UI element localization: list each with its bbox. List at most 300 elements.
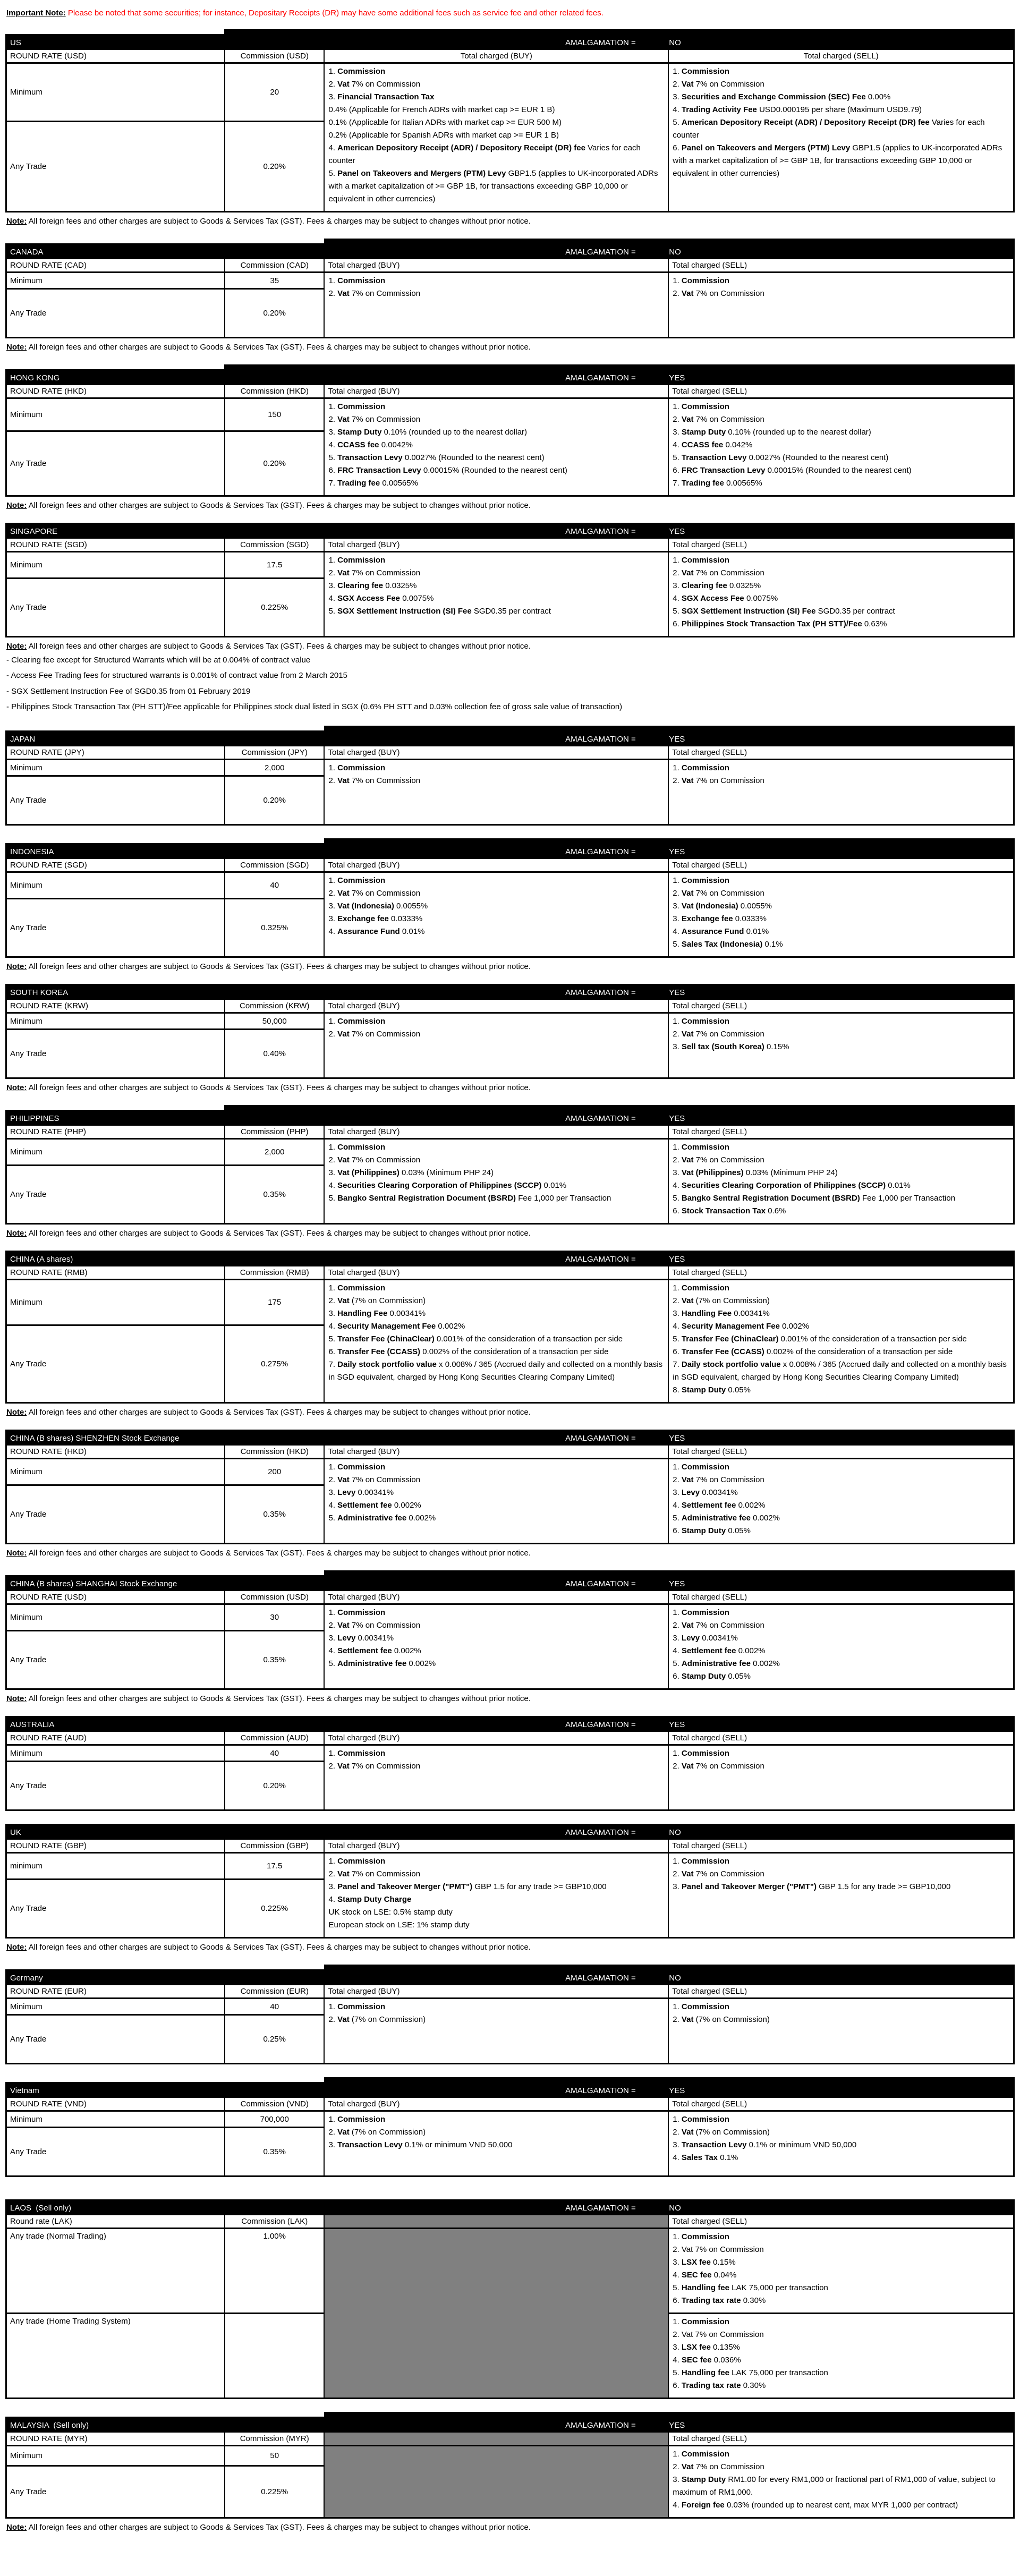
- fee-item: 1. Commission: [328, 556, 386, 565]
- buy-header: [325, 2215, 669, 2229]
- fee-item: 4. Settlement fee 0.002%: [328, 1501, 421, 1510]
- fee-item: 1. Commission: [328, 876, 386, 885]
- gst-note: [6, 1229, 1015, 1238]
- fee-table-canada: [5, 243, 1015, 338]
- fee-item: 3. Panel and Takeover Merger ("PMT") GBP 1.5 for any trade >= GBP10,000: [328, 1882, 607, 1891]
- fee-item: 3. Transaction Levy 0.1% or minimum VND 50,000: [673, 2140, 857, 2149]
- commission-header: Commission (GBP): [225, 1840, 325, 1854]
- fee-item: 1. Commission: [328, 1017, 386, 1026]
- buy-header: Total charged (BUY): [325, 746, 669, 760]
- row-label: Minimum: [7, 399, 225, 432]
- market-section-indonesia: [5, 838, 1015, 971]
- fee-item: 3. Financial Transaction Tax: [328, 92, 435, 101]
- commission-value: 40: [225, 1999, 325, 2016]
- gst-note: [6, 642, 1015, 651]
- fee-table-hong-kong: [5, 369, 1015, 497]
- table-title-bar: [7, 1825, 1013, 1840]
- fee-item: 6. Trading tax rate 0.30%: [673, 2296, 766, 2305]
- fee-item: 2. Vat 7% on Commission: [328, 289, 421, 298]
- important-note-label: Important Note:: [6, 8, 66, 18]
- fee-item: 4. SEC fee 0.04%: [673, 2271, 737, 2280]
- extra-note: - SGX Settlement Instruction Fee of SGD0.35 from 01 February 2019: [6, 686, 251, 696]
- amalgamation-value: YES: [669, 1434, 685, 1443]
- fee-item: 1. Commission: [673, 1749, 729, 1758]
- fee-item: 1. Commission: [673, 1283, 729, 1293]
- titlebar-step-black: [224, 364, 1015, 369]
- row-label: Minimum: [7, 1999, 225, 2016]
- fee-grid: [7, 539, 1013, 636]
- gst-note: [6, 217, 1015, 226]
- gst-note-label: Note:: [6, 1694, 27, 1703]
- market-tables: [5, 29, 1015, 2532]
- fee-item: 1. Commission: [673, 1857, 729, 1866]
- row-label: Minimum: [7, 1014, 225, 1030]
- commission-value: [225, 2314, 325, 2398]
- row-label: Minimum: [7, 2112, 225, 2128]
- amalgamation-label: AMALGAMATION =: [565, 248, 636, 257]
- fee-item: 1. Commission: [673, 402, 729, 411]
- amalgamation-value: YES: [669, 1114, 685, 1123]
- commission-value: 1.00%: [225, 2229, 325, 2314]
- commission-header: Commission (CAD): [225, 259, 325, 273]
- buy-list: [325, 1605, 669, 1688]
- fee-table-south-korea: [5, 984, 1015, 1079]
- fee-item: 1. Commission: [673, 2450, 729, 2459]
- commission-value: 0.35%: [225, 2128, 325, 2175]
- fee-item: 2. Vat 7% on Commission: [673, 1762, 764, 1771]
- fee-table-laos-sell-only: [5, 2199, 1015, 2399]
- table-title-bar: [7, 1718, 1013, 1732]
- sell-header: Total charged (SELL): [669, 385, 1013, 399]
- commission-value: 0.20%: [225, 777, 325, 824]
- titlebar-step: [5, 1965, 1015, 1969]
- gst-note: [6, 343, 1015, 352]
- titlebar-step: [5, 1570, 1015, 1575]
- fee-item: 2. Vat (7% on Commission): [673, 2128, 770, 2137]
- fee-item: 5. SGX Settlement Instruction (SI) Fee SGD0.35 per contract: [673, 607, 895, 616]
- fee-item: 1. Commission: [673, 556, 729, 565]
- sell-header: Total charged (SELL): [669, 859, 1013, 873]
- commission-value: 2,000: [225, 1140, 325, 1166]
- row-label: Minimum: [7, 1746, 225, 1762]
- fee-item: 4. Settlement fee 0.002%: [673, 1646, 766, 1655]
- fee-item: 4. Stamp Duty Charge: [328, 1895, 412, 1904]
- amalgamation-label: AMALGAMATION =: [565, 847, 636, 856]
- gst-note-label: Note:: [6, 217, 27, 226]
- titlebar-step: [5, 364, 1015, 369]
- amalgamation-value: YES: [669, 1720, 685, 1729]
- fee-grid: [7, 1591, 1013, 1688]
- fee-item: 1. Commission: [673, 2232, 729, 2241]
- market-section-germany: [5, 1965, 1015, 2064]
- fee-item: 3. Transaction Levy 0.1% or minimum VND 50,000: [328, 2140, 513, 2149]
- fee-item: 2. Vat 7% on Commission: [328, 80, 421, 89]
- table-title-bar: [7, 2201, 1013, 2215]
- fee-item: 1. Commission: [673, 763, 729, 772]
- buy-list: [325, 1854, 669, 1937]
- amalgamation-label: AMALGAMATION =: [565, 2204, 636, 2213]
- row-label: Minimum: [7, 1605, 225, 1631]
- fee-grid: [7, 2215, 1013, 2398]
- table-title-bar: [7, 845, 1013, 859]
- fee-item: 4. Assurance Fund 0.01%: [328, 927, 425, 936]
- buy-header: Total charged (BUY): [325, 1266, 669, 1280]
- fee-item: 2. Vat (7% on Commission): [673, 1296, 770, 1305]
- gst-note: [6, 1694, 1015, 1703]
- fee-item: 5. Panel on Takeovers and Mergers (PTM) Levy GBP1.5 (applies to UK-incorporated ADRs with a market capitalization of >= GBP 1B, for transactions exceeding GBP 10,000 or equivalent in other currencies): [328, 169, 658, 203]
- fee-grid: [7, 1446, 1013, 1543]
- gst-note-text: All foreign fees and other charges are subject to Goods & Services Tax (GST). Fees & charges may be subject to changes without prior notice.: [27, 1229, 531, 1238]
- buy-header: [325, 2433, 669, 2446]
- titlebar-step: [5, 726, 1015, 730]
- gst-note-label: Note:: [6, 501, 27, 510]
- row-label: Any Trade: [7, 1486, 225, 1543]
- gst-note-text: All foreign fees and other charges are subject to Goods & Services Tax (GST). Fees & charges may be subject to changes without prior notice.: [27, 1083, 531, 1092]
- market-section-canada: [5, 239, 1015, 352]
- gst-note-text: All foreign fees and other charges are subject to Goods & Services Tax (GST). Fees & charges may be subject to changes without prior notice.: [27, 962, 531, 971]
- row-label: Any Trade: [7, 777, 225, 824]
- fee-item: 5. Administrative fee 0.002%: [328, 1514, 436, 1523]
- sell-list: [669, 2314, 1013, 2398]
- commission-value: 0.25%: [225, 2016, 325, 2063]
- buy-header: Total charged (BUY): [325, 859, 669, 873]
- amalgamation-value: NO: [669, 1974, 681, 1983]
- amalgamation-value: YES: [669, 1255, 685, 1264]
- fee-grid: [7, 2098, 1013, 2175]
- fee-table-germany: [5, 1969, 1015, 2064]
- important-note-text: Please be noted that some securities; for instance, Depositary Receipts (DR) may have some additional fees such as service fee and other related fees.: [65, 8, 604, 18]
- titlebar-step-black: [224, 29, 1015, 34]
- amalgamation-value: YES: [669, 1579, 685, 1588]
- titlebar-step-white: [5, 2412, 324, 2417]
- fee-item: 4. Settlement fee 0.002%: [328, 1646, 421, 1655]
- market-section-laos-sell-only: [5, 2199, 1015, 2399]
- titlebar-step-black: [324, 838, 1015, 843]
- fee-item: 2. Vat 7% on Commission: [328, 1762, 421, 1771]
- row-label: Minimum: [7, 1459, 225, 1486]
- row-label: Any Trade: [7, 579, 225, 636]
- fee-grid: [7, 1000, 1013, 1077]
- gst-note-text: All foreign fees and other charges are subject to Goods & Services Tax (GST). Fees & charges may be subject to changes without prior notice.: [27, 343, 531, 352]
- fee-item: 3. Exchange fee 0.0333%: [673, 914, 767, 923]
- round-rate-header: ROUND RATE (MYR): [7, 2433, 225, 2446]
- round-rate-header: ROUND RATE (SGD): [7, 539, 225, 552]
- fee-item: 4. CCASS fee 0.042%: [673, 440, 753, 449]
- buy-header: Total charged (BUY): [325, 1985, 669, 1999]
- fee-item: 5. Transfer Fee (ChinaClear) 0.001% of the consideration of a transaction per side: [673, 1334, 967, 1344]
- fee-item: 1. Commission: [673, 1143, 729, 1152]
- fee-item: 3. Stamp Duty 0.10% (rounded up to the nearest dollar): [673, 428, 871, 437]
- fee-item: 1. Commission: [673, 1463, 729, 1472]
- fee-item: UK stock on LSE: 0.5% stamp duty: [328, 1908, 453, 1917]
- commission-value: 2,000: [225, 760, 325, 777]
- fee-item: 5. Transaction Levy 0.0027% (Rounded to the nearest cent): [328, 453, 545, 462]
- commission-header: Commission (PHP): [225, 1126, 325, 1140]
- fee-grid: [7, 50, 1013, 211]
- market-name: Germany: [10, 1974, 43, 1983]
- fee-item: 2. Vat (7% on Commission): [328, 2128, 426, 2137]
- commission-value: 50: [225, 2446, 325, 2467]
- fee-item: 1. Commission: [328, 1143, 386, 1152]
- sell-header: Total charged (SELL): [669, 1126, 1013, 1140]
- fee-item: 5. Bangko Sentral Registration Document (BSRD) Fee 1,000 per Transaction: [328, 1194, 611, 1203]
- fee-item: 4. Trading Activity Fee USD0.000195 per share (Maximum USD9.79): [673, 105, 922, 114]
- sell-header: Total charged (SELL): [669, 539, 1013, 552]
- row-label: Minimum: [7, 273, 225, 290]
- fee-item: 3. Vat (Philippines) 0.03% (Minimum PHP 24): [328, 1168, 494, 1177]
- fee-item: 3. Panel and Takeover Merger ("PMT") GBP 1.5 for any trade >= GBP10,000: [673, 1882, 951, 1891]
- sell-header: Total charged (SELL): [669, 746, 1013, 760]
- sell-header: Total charged (SELL): [669, 1266, 1013, 1280]
- table-title-bar: [7, 1252, 1013, 1266]
- sell-list: [669, 552, 1013, 636]
- extra-note: - Philippines Stock Transaction Tax (PH STT)/Fee applicable for Philippines stock dual listed in SGX (0.6% PH STT and 0.03% collection fee of gross sale value of transaction): [6, 702, 623, 711]
- round-rate-header: ROUND RATE (PHP): [7, 1126, 225, 1140]
- gst-note: [6, 1083, 1015, 1092]
- gst-note-label: Note:: [6, 1549, 27, 1558]
- titlebar-step-black: [324, 2412, 1015, 2417]
- amalgamation-value: YES: [669, 735, 685, 744]
- market-name: CHINA (A shares): [10, 1255, 73, 1264]
- row-label: Minimum: [7, 1280, 225, 1326]
- titlebar-step-white: [5, 239, 324, 243]
- fee-item: 3. Levy 0.00341%: [328, 1488, 394, 1497]
- market-name: JAPAN: [10, 735, 36, 744]
- fee-item: 7. Trading fee 0.00565%: [673, 479, 762, 488]
- buy-list: [325, 1999, 669, 2063]
- fee-table-singapore: [5, 523, 1015, 637]
- fee-item: 4. Assurance Fund 0.01%: [673, 927, 769, 936]
- sell-header: Total charged (SELL): [669, 259, 1013, 273]
- titlebar-step-black: [324, 1965, 1015, 1969]
- fee-grid: [7, 1732, 1013, 1809]
- gst-note-label: Note:: [6, 2523, 27, 2532]
- fee-item: 2. Vat (7% on Commission): [328, 2015, 426, 2024]
- amalgamation-value: YES: [669, 847, 685, 856]
- round-rate-header: ROUND RATE (AUD): [7, 1732, 225, 1746]
- market-section-china-b-shares-shanghai-stock-exchange: [5, 1570, 1015, 1703]
- market-name: MALAYSIA (Sell only): [10, 2421, 89, 2430]
- fee-table-vietnam: [5, 2082, 1015, 2177]
- fee-item: 5. Transaction Levy 0.0027% (Rounded to the nearest cent): [673, 453, 889, 462]
- market-name: UK: [10, 1828, 21, 1837]
- fee-item: 1. Commission: [328, 1857, 386, 1866]
- fee-grid: [7, 746, 1013, 824]
- market-name: PHILIPPINES: [10, 1114, 60, 1123]
- market-section-philippines: [5, 1105, 1015, 1238]
- amalgamation-value: NO: [669, 38, 681, 47]
- market-section-south-korea: [5, 984, 1015, 1092]
- titlebar-step-white: [5, 364, 224, 369]
- titlebar-step-white: [5, 1965, 324, 1969]
- gst-note-text: All foreign fees and other charges are subject to Goods & Services Tax (GST). Fees & charges may be subject to changes without prior notice.: [27, 642, 531, 651]
- commission-value: 40: [225, 1746, 325, 1762]
- commission-header: Commission (KRW): [225, 1000, 325, 1014]
- market-section-vietnam: [5, 2077, 1015, 2177]
- fee-item: 2. Vat 7% on Commission: [673, 1155, 764, 1164]
- table-title-bar: [7, 2418, 1013, 2433]
- sell-header: Total charged (SELL): [669, 1000, 1013, 1014]
- row-label: Any trade (Home Trading System): [7, 2314, 225, 2398]
- amalgamation-value: YES: [669, 373, 685, 382]
- amalgamation-value: YES: [669, 2086, 685, 2095]
- fee-item: 3. Levy 0.00341%: [673, 1488, 738, 1497]
- round-rate-header: ROUND RATE (USD): [7, 1591, 225, 1605]
- amalgamation-label: AMALGAMATION =: [565, 2086, 636, 2095]
- fee-item: 7. Daily stock portfolio value x 0.008% / 365 (Accrued daily and collected on a monthly basis in SGD equivalent, charged by Hong Kong Securities Clearing Company Limited): [328, 1360, 663, 1382]
- fee-table-philippines: [5, 1110, 1015, 1225]
- fee-item: 3. LSX fee 0.135%: [673, 2343, 740, 2352]
- commission-header: Commission (JPY): [225, 746, 325, 760]
- fee-item: 0.2% (Applicable for Spanish ADRs with market cap >= EUR 1 B): [328, 131, 559, 140]
- commission-header: Commission (HKD): [225, 1446, 325, 1459]
- fee-item: 2. Vat 7% on Commission: [328, 1475, 421, 1484]
- fee-item: 6. Transfer Fee (CCASS) 0.002% of the consideration of a transaction per side: [673, 1347, 953, 1356]
- fee-item: 2. Vat 7% on Commission: [328, 776, 421, 785]
- table-title-bar: [7, 245, 1013, 259]
- fee-item: 1. Commission: [328, 763, 386, 772]
- buy-list: [325, 1459, 669, 1543]
- amalgamation-value: NO: [669, 2204, 681, 2213]
- titlebar-step-black: [324, 239, 1015, 243]
- fee-item: 1. Commission: [328, 1749, 386, 1758]
- fee-item: 3. Handling Fee 0.00341%: [328, 1309, 426, 1318]
- fee-item: 3. Sell tax (South Korea) 0.15%: [673, 1042, 789, 1051]
- commission-value: 0.35%: [225, 1166, 325, 1223]
- fee-item: 3. Vat (Philippines) 0.03% (Minimum PHP 24): [673, 1168, 838, 1177]
- fee-item: 1. Commission: [673, 2317, 729, 2326]
- sell-list: [669, 760, 1013, 824]
- buy-list: [325, 1140, 669, 1223]
- table-title-bar: [7, 2084, 1013, 2098]
- fee-item: 1. Commission: [328, 2115, 386, 2124]
- market-section-malaysia-sell-only: [5, 2412, 1015, 2532]
- gst-note: [6, 501, 1015, 510]
- sell-list: [669, 273, 1013, 337]
- sell-header: Total charged (SELL): [669, 50, 1013, 64]
- commission-value: 30: [225, 1605, 325, 1631]
- commission-value: 0.225%: [225, 2467, 325, 2518]
- fee-item: 2. Vat (7% on Commission): [673, 2015, 770, 2024]
- gst-note: [6, 962, 1015, 971]
- sell-list: [669, 1746, 1013, 1809]
- titlebar-step: [5, 239, 1015, 243]
- amalgamation-label: AMALGAMATION =: [565, 1579, 636, 1588]
- fee-item: 2. Vat 7% on Commission: [673, 1621, 764, 1630]
- amalgamation-label: AMALGAMATION =: [565, 988, 636, 997]
- fee-item: 3. Exchange fee 0.0333%: [328, 914, 423, 923]
- row-label: Any trade (Normal Trading): [7, 2229, 225, 2314]
- commission-value: 0.20%: [225, 290, 325, 337]
- fee-item: 4. SEC fee 0.036%: [673, 2356, 741, 2365]
- commission-header: Commission (EUR): [225, 1985, 325, 1999]
- round-rate-header: ROUND RATE (USD): [7, 50, 225, 64]
- gst-note-text: All foreign fees and other charges are subject to Goods & Services Tax (GST). Fees & charges may be subject to changes without prior notice.: [27, 1694, 531, 1703]
- titlebar-step: [5, 2412, 1015, 2417]
- commission-header: Commission (AUD): [225, 1732, 325, 1746]
- fee-item: 2. Vat 7% on Commission: [673, 776, 764, 785]
- commission-header: Commission (SGD): [225, 539, 325, 552]
- fee-item: 5. Transfer Fee (ChinaClear) 0.001% of the consideration of a transaction per side: [328, 1334, 623, 1344]
- amalgamation-label: AMALGAMATION =: [565, 1974, 636, 1983]
- fee-table-australia: [5, 1716, 1015, 1811]
- row-label: Any Trade: [7, 1762, 225, 1809]
- fee-grid: [7, 1126, 1013, 1223]
- amalgamation-value: YES: [669, 2421, 685, 2430]
- table-title-bar: [7, 985, 1013, 1000]
- fee-item: 2. Vat 7% on Commission: [673, 2245, 764, 2254]
- fee-item: 2. Vat 7% on Commission: [673, 1475, 764, 1484]
- round-rate-header: ROUND RATE (EUR): [7, 1985, 225, 1999]
- row-label: Any Trade: [7, 1166, 225, 1223]
- buy-header: Total charged (BUY): [325, 1000, 669, 1014]
- sell-header: Total charged (SELL): [669, 2433, 1013, 2446]
- round-rate-header: ROUND RATE (JPY): [7, 746, 225, 760]
- market-name: SINGAPORE: [10, 527, 58, 536]
- buy-list: [325, 552, 669, 636]
- sell-list: [669, 2229, 1013, 2314]
- buy-header: Total charged (BUY): [325, 1732, 669, 1746]
- amalgamation-label: AMALGAMATION =: [565, 373, 636, 382]
- row-label: Minimum: [7, 760, 225, 777]
- sell-list: [669, 1140, 1013, 1223]
- commission-value: 700,000: [225, 2112, 325, 2128]
- fee-item: 6. Stock Transaction Tax 0.6%: [673, 1206, 786, 1215]
- buy-list: [325, 760, 669, 824]
- gst-note-label: Note:: [6, 642, 27, 651]
- fee-table-malaysia-sell-only: [5, 2417, 1015, 2519]
- market-name: AUSTRALIA: [10, 1720, 55, 1729]
- extra-note: - Access Fee Trading fees for structured warrants is 0.001% of contract value from 2 March 2015: [6, 671, 347, 681]
- sell-list: [669, 1854, 1013, 1937]
- commission-value: 0.20%: [225, 1762, 325, 1809]
- fee-item: 4. Securities Clearing Corporation of Philippines (SCCP) 0.01%: [328, 1181, 567, 1190]
- market-name: INDONESIA: [10, 847, 54, 856]
- commission-value: 0.40%: [225, 1030, 325, 1077]
- fee-item: 2. Vat 7% on Commission: [673, 415, 764, 424]
- fee-item: 1. Commission: [328, 67, 386, 76]
- table-title-bar: [7, 371, 1013, 385]
- commission-header: Commission (RMB): [225, 1266, 325, 1280]
- market-section-uk: [5, 1824, 1015, 1952]
- gst-note: [6, 1549, 1015, 1558]
- fee-item: 7. Daily stock portfolio value x 0.008% / 365 (Accrued daily and collected on a monthly basis in SGD equivalent, charged by Hong Kong Securities Clearing Company Limited): [673, 1360, 1007, 1382]
- round-rate-header: Round rate (LAK): [7, 2215, 225, 2229]
- fee-table-china-b-shares-shenzhen-stock-exchange: [5, 1430, 1015, 1544]
- row-label: Any Trade: [7, 1880, 225, 1937]
- gst-note: [6, 1408, 1015, 1417]
- row-label: Any Trade: [7, 432, 225, 496]
- fee-item: 2. Vat 7% on Commission: [328, 1621, 421, 1630]
- amalgamation-label: AMALGAMATION =: [565, 527, 636, 536]
- commission-header: Commission (USD): [225, 1591, 325, 1605]
- market-name: CANADA: [10, 248, 44, 257]
- fee-item: 1. Commission: [673, 876, 729, 885]
- fee-item: 4. American Depository Receipt (ADR) / Depository Receipt (DR) fee Varies for each counter: [328, 143, 641, 165]
- table-title-bar: [7, 1111, 1013, 1126]
- titlebar-step-white: [5, 2077, 324, 2082]
- fee-item: 6. FRC Transaction Levy 0.00015% (Rounded to the nearest cent): [673, 466, 912, 475]
- fee-item: 4. Security Management Fee 0.002%: [673, 1322, 810, 1331]
- row-label: Any Trade: [7, 122, 225, 211]
- gst-note-text: All foreign fees and other charges are subject to Goods & Services Tax (GST). Fees & charges may be subject to changes without prior notice.: [27, 501, 531, 510]
- buy-list: [325, 873, 669, 956]
- gst-note-text: All foreign fees and other charges are subject to Goods & Services Tax (GST). Fees & charges may be subject to changes without prior notice.: [27, 1943, 531, 1952]
- buy-header: Total charged (BUY): [325, 539, 669, 552]
- fee-item: 3. Securities and Exchange Commission (SEC) Fee 0.00%: [673, 92, 891, 101]
- fee-item: 6. FRC Transaction Levy 0.00015% (Rounded to the nearest cent): [328, 466, 567, 475]
- fee-item: 6. Trading tax rate 0.30%: [673, 2381, 766, 2390]
